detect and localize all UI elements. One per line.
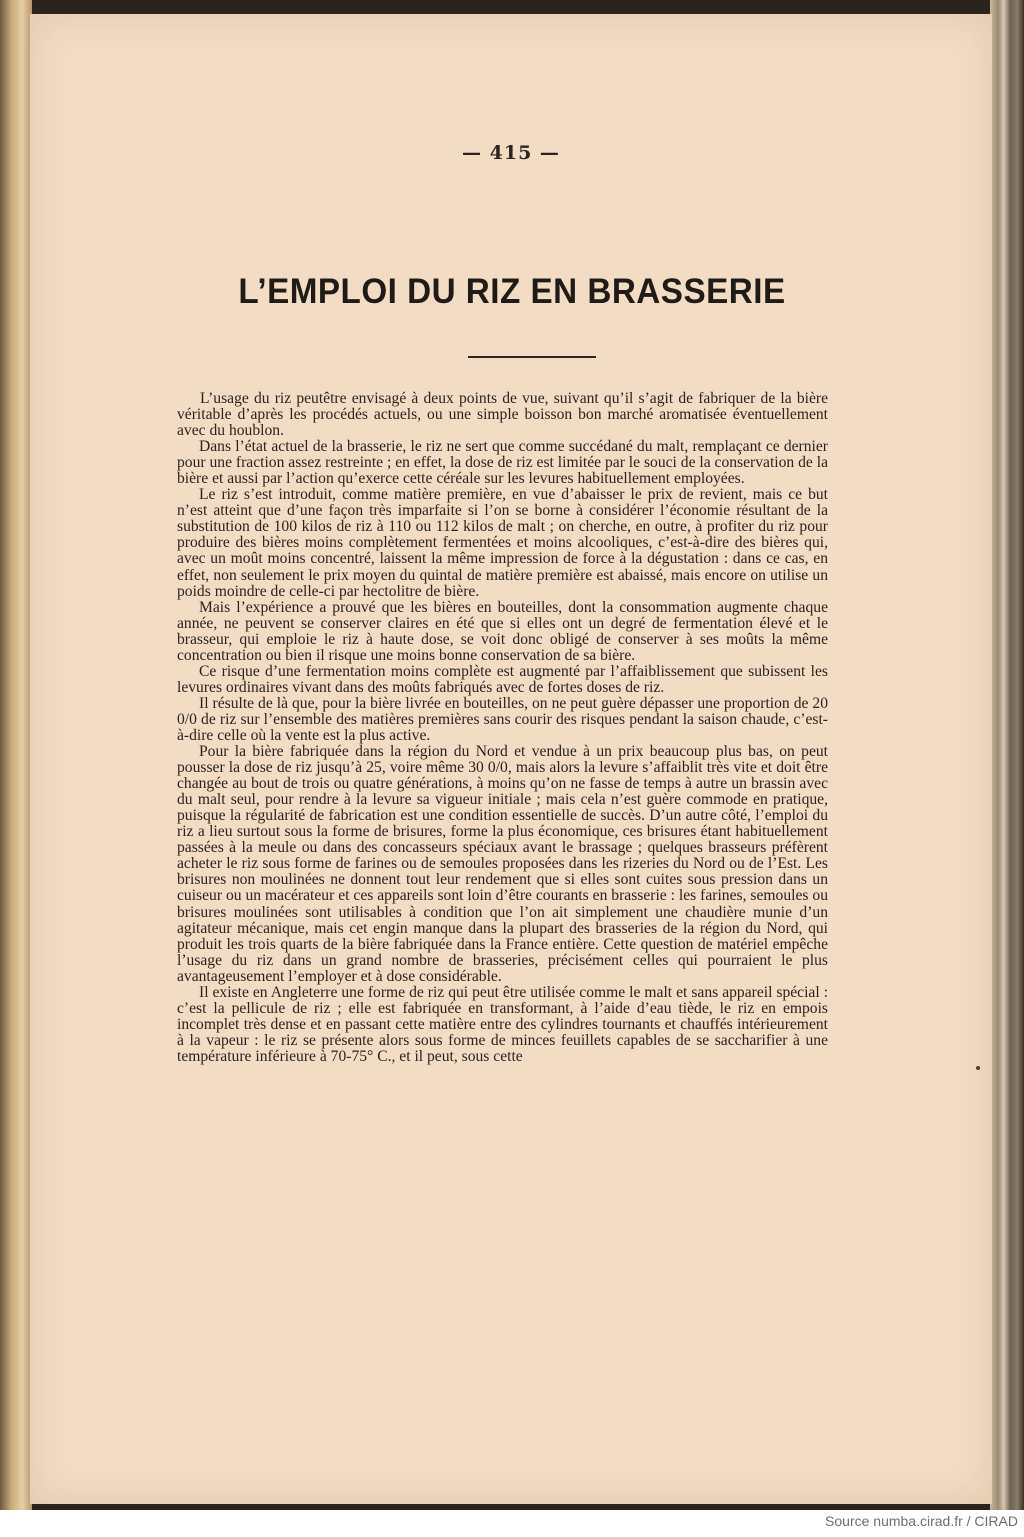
book-binding-edge xyxy=(990,0,1024,1510)
paragraph: Le riz s’est introduit, comme matière première, en vue d’abaisser le prix de revient, mais ce but n’est atteint que d’une façon très imparfaite si l’on se borne à considérer l’économie résultant de la substitution de 100 kilos de riz à 110 ou 112 kilos de malt ; on cherche, en outre, à profiter du riz pour produire des bières moins complètement fermentées et moins alcooliques, c’est-à-dire des bières qui, avec un moût moins concentré, laissent la même impression de force à la dégustation : dans ce cas, en effet, non seulement le prix moyen du quintal de matière première est abaissé, mais encore on utilise un poids moindre de celle-ci par hectolitre de bière. xyxy=(177,486,828,600)
paragraph: L’usage du riz peutêtre envisagé à deux points de vue, suivant qu’il s’agit de fabriquer de la bière véritable d’après les procédés actuels, ou une simple boisson bon marché aromatisée éventuellement avec du houblon. xyxy=(177,390,828,440)
title-divider xyxy=(468,356,596,358)
paragraph: Mais l’expérience a prouvé que les bières en bouteilles, dont la consommation augmente chaque année, ne peuvent se conserver claires en été que si elles ont un degré de fermentation élevé et le brasseur, qui emploie le riz à haute dose, se voit donc obligé de conserver à ses moûts la même concentration ou bien il risque une moins bonne conservation de sa bière. xyxy=(177,598,828,664)
paragraph: Ce risque d’une fermentation moins complète est augmenté par l’affaiblissement que subissent les levures ordinaires vivant dans des moûts fabriqués avec de fortes doses de riz. xyxy=(177,662,828,696)
paragraph: Il existe en Angleterre une forme de riz qui peut être utilisée comme le malt et sans appareil spécial : c’est la pellicule de riz ; elle est fabriquée en transformant, à l’aide d’eau tiède, le riz en empois incomplet très dense et en passant cette matière entre des cylindres tournants et chauffés intérieurement à la vapeur : le riz se présente alors sous forme de minces feuillets capables de se saccharifier à une température inférieure à 70-75° C., et il peut, sous cette xyxy=(177,983,828,1065)
source-credit: Source numba.cirad.fr / CIRAD xyxy=(825,1513,1018,1529)
paragraph: Il résulte de là que, pour la bière livrée en bouteilles, on ne peut guère dépasser une proportion de 20 0/0 de riz sur l’ensemble des matières premières sans courir des risques pendant la saison chaude, c’est-à-dire celle où la vente est la plus active. xyxy=(177,694,828,744)
paragraph: Pour la bière fabriquée dans la région du Nord et vendue à un prix beaucoup plus bas, on peut pousser la dose de riz jusqu’à 25, voire même 30 0/0, mais alors la levure s’affaiblit très vite et doit être changée au bout de trois ou quatre générations, à moins qu’on ne fasse de temps à autre un brassin avec du malt seul, pour rendre à la levure sa vigueur initiale ; mais cela n’est guère commode en pratique, puisque la régularité de fabrication est une condition essentielle de succès. D’un autre côté, l’emploi du riz a lieu surtout sous la forme de brisures, forme la plus économique, ces brisures étant habituellement passées à la meule ou dans des concasseurs spéciaux avant le brassage ; quelques brasseurs préfèrent acheter le riz sous forme de farines ou de semoules proposées dans les rizeries du Nord ou de l’Est. Les brisures non moulinées ne donnent tout leur rendement que si elles sont cuites sous pression dans un cuiseur ou un macérateur et ces appareils sont loin d’être courants en brasserie : les farines, semoules ou brisures moulinées sont utilisables à condition que l’on ait simplement une chaudière munie d’un agitateur mécanique, mais cet engin manque dans la plupart des brasseries de la région du Nord, qui produit les trois quarts de la bière fabriquée dans la France entière. Cette question de matériel empêche l’usage du riz dans un grand nombre de brasseries, précisément celles qui pourraient le plus avantageusement l’employer et à dose considérable. xyxy=(177,743,828,985)
paragraph: Dans l’état actuel de la brasserie, le riz ne sert que comme succédané du malt, remplaçant ce dernier pour une fraction assez restreinte ; en effet, la dose de riz est limitée par le souci de la conservation de la bière et aussi par l’action qu’exerce cette céréale sur les levures habituellement employées. xyxy=(177,438,828,488)
page-number: — 415 — xyxy=(462,142,560,164)
article-body xyxy=(177,391,828,1065)
ink-speck xyxy=(976,1066,980,1070)
article-title: L’EMPLOI DU RIZ EN BRASSERIE xyxy=(238,272,786,311)
left-page-edge xyxy=(0,0,32,1510)
